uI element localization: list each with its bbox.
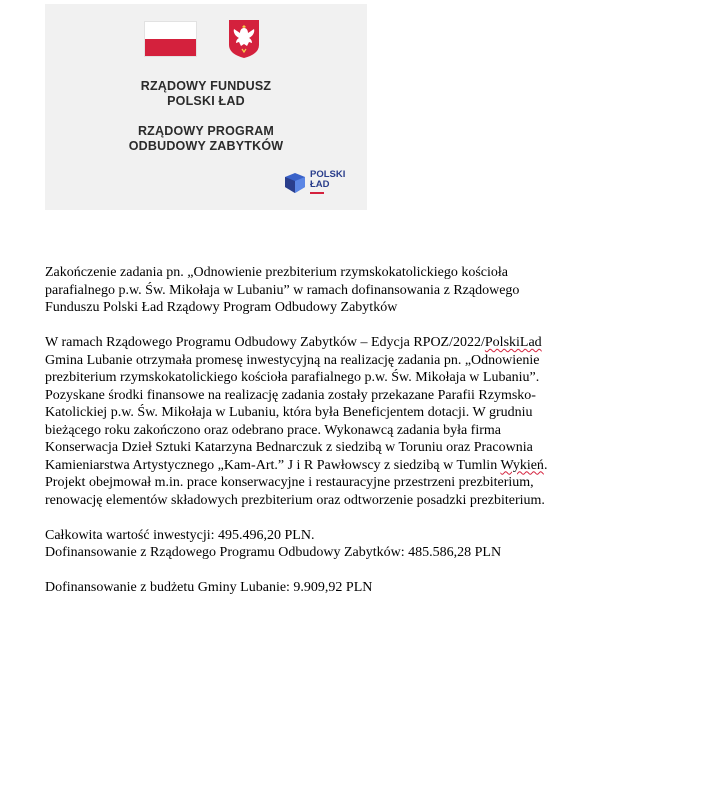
spellcheck-word: Wykień (500, 457, 544, 473)
polski-lad-logo (283, 168, 353, 198)
logo-text (310, 170, 345, 190)
spellcheck-word: PolskiLad (484, 335, 542, 350)
details-line: Kamieniarstwa Artystycznego „Kam-Art.” J i R Pawłowscy z siedzibą w Tumlin (45, 457, 501, 473)
total-investment: Całkowita wartość inwestycji: 495.496,20 PLN. (45, 527, 315, 543)
details-line: W ramach Rządowego Programu Odbudowy Zabytków – Edycja RPOZ/2022/ (45, 335, 485, 350)
details-line: Katolickiej p.w. Św. Mikołaja w Lubaniu, która była Beneficjentem dotacji. W grudniu (45, 405, 533, 420)
program-title-line: ODBUDOWY ZABYTKÓW (128, 139, 284, 153)
details-line: Projekt obejmował m.in. prace konserwacyjne i restauracyjne przestrzeni prezbiterium, (45, 475, 534, 490)
details-paragraph (45, 334, 625, 509)
polish-flag-icon (145, 22, 196, 56)
details-line: renowację elementów składowych prezbiterium oraz odtworzenie posadzki prezbiterium. (45, 492, 545, 508)
details-line-end: . (543, 457, 548, 473)
municipal-funding: Dofinansowanie z budżetu Gminy Lubanie: 9.909,92 PLN (45, 580, 373, 595)
document-body (45, 264, 625, 597)
program-banner (45, 4, 367, 210)
logo-text-line: ŁAD (310, 179, 330, 190)
logo-text-line: POLSKI (310, 169, 346, 180)
funding-summary (45, 527, 625, 562)
details-line: Pozyskane środki finansowe na realizację zadania zostały przekazane Parafii Rzymsko- (45, 387, 536, 403)
program-funding: Dofinansowanie z Rządowego Programu Odbudowy Zabytków: 485.586,28 PLN (45, 545, 502, 560)
details-line: Gmina Lubanie otrzymała promesę inwestycyjną na realizację zadania pn. „Odnowienie (45, 352, 540, 368)
polski-lad-logo-icon (283, 171, 307, 195)
fund-title-line: RZĄDOWY FUNDUSZ (140, 79, 272, 93)
details-line: Konserwacja Dzieł Sztuki Katarzyna Bednarczuk z siedzibą w Toruniu oraz Pracownia (45, 440, 533, 455)
program-title (45, 124, 367, 154)
intro-paragraph (45, 264, 625, 317)
details-line: prezbiterium rzymskokatolickiego kościoła parafialnego p.w. Św. Mikołaja w Lubaniu”. (45, 370, 540, 385)
details-line: bieżącego roku zakończono oraz odebrano prace. Wykonawcą zadania była firma (45, 422, 501, 438)
fund-title-line: POLSKI ŁAD (167, 94, 245, 108)
intro-line: parafialnego p.w. Św. Mikołaja w Lubaniu” w ramach dofinansowania z Rządowego (45, 282, 520, 298)
intro-line: Zakończenie zadania pn. „Odnowienie prezbiterium rzymskokatolickiego kościoła (45, 265, 508, 280)
fund-title (45, 79, 367, 109)
logo-accent-bar (310, 192, 324, 194)
intro-line: Funduszu Polski Ład Rządowy Program Odbudowy Zabytków (45, 300, 398, 315)
program-title-line: RZĄDOWY PROGRAM (137, 124, 275, 138)
polish-emblem-icon (228, 19, 260, 59)
